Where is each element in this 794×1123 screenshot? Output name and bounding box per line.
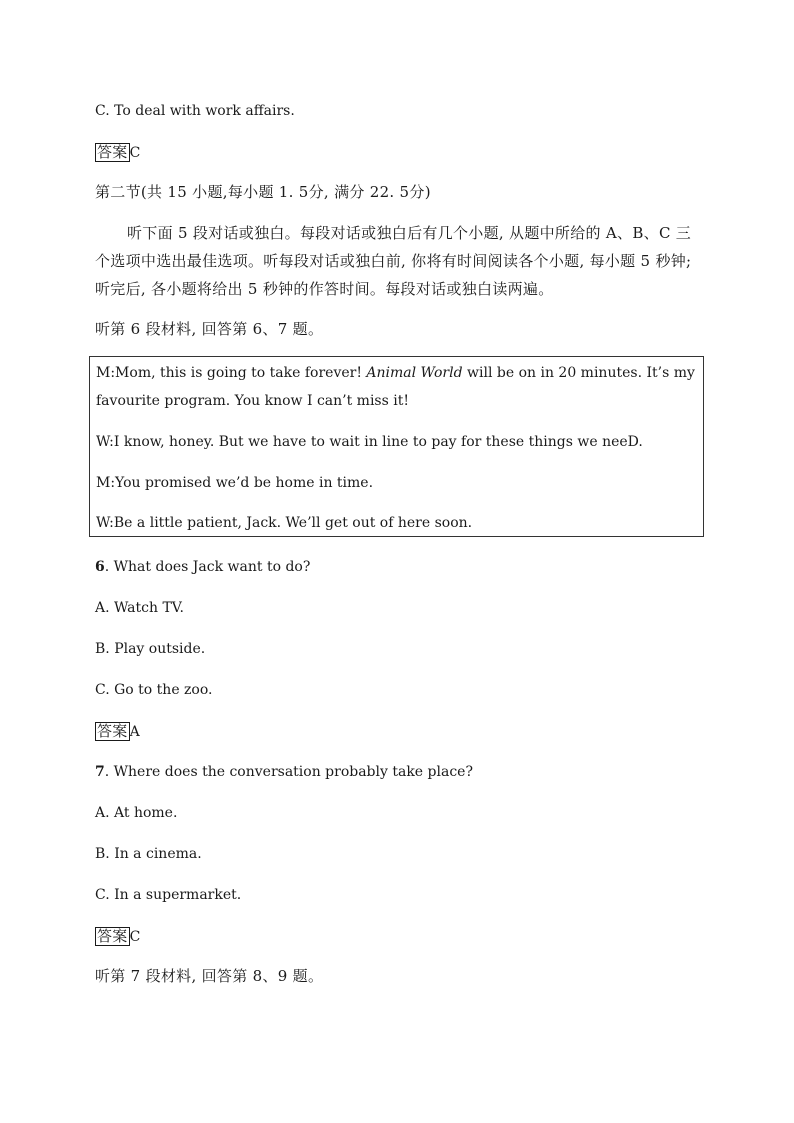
question-number: 6 — [95, 559, 105, 575]
question-text: . What does Jack want to do? — [104, 559, 311, 575]
q7-option-b: B. In a cinema. — [95, 846, 202, 862]
program-title: Animal World — [366, 365, 463, 381]
answer-label-box: 答案 — [97, 722, 128, 740]
q6-option-b: B. Play outside. — [95, 641, 206, 657]
section-header: 第二节(共 15 小题,每小题 1. 5分, 满分 22. 5分) — [95, 183, 431, 201]
q6-option-c: C. Go to the zoo. — [95, 682, 213, 698]
prev-option-c: C. To deal with work affairs. — [95, 103, 295, 119]
dialogue-line-2: W:I know, honey. But we have to wait in line to pay for these things we neeD. — [96, 434, 643, 450]
dialogue-line-4: W:Be a little patient, Jack. We’ll get out of here soon. — [96, 515, 473, 531]
material-7-intro: 听第 7 段材料, 回答第 8、9 题。 — [95, 967, 324, 985]
q7-option-c: C. In a supermarket. — [95, 887, 242, 903]
dialogue-line-1-cont: favourite program. You know I can’t miss it! — [96, 393, 409, 409]
question-6 — [95, 558, 310, 576]
answer-value: C — [129, 929, 141, 945]
dialogue-line-3: M:You promised we’d be home in time. — [96, 475, 374, 491]
question-7 — [95, 763, 473, 781]
answer-value: A — [129, 724, 140, 740]
answer-label-box: 答案 — [97, 143, 128, 161]
instructions-paragraph: 听下面 5 段对话或独白。每段对话或独白后有几个小题, 从题中所给的 A、B、C 三个选项中选出最佳选项。听每段对话或独白前, 你将有时间阅读各个小题, 每小题 5 秒钟;听完后, 各小题将给出 5 秒钟的作答时间。每段对话或独白读两遍。 — [95, 224, 692, 298]
material-6-intro: 听第 6 段材料, 回答第 6、7 题。 — [95, 320, 324, 338]
answer-line-q7 — [95, 927, 140, 946]
question-number: 7 — [95, 764, 105, 780]
answer-line-q6 — [95, 722, 140, 741]
dialogue-line-1: M:Mom, this is going to take forever! Animal World will be on in 20 minutes. It’s my — [96, 365, 695, 381]
answer-label-box: 答案 — [97, 927, 128, 945]
question-text: . Where does the conversation probably take place? — [104, 764, 473, 780]
answer-value: C — [129, 145, 141, 161]
q7-option-a: A. At home. — [95, 805, 178, 821]
q6-option-a: A. Watch TV. — [95, 600, 184, 616]
answer-line-prev — [95, 143, 140, 162]
dialogue-box — [89, 356, 704, 537]
